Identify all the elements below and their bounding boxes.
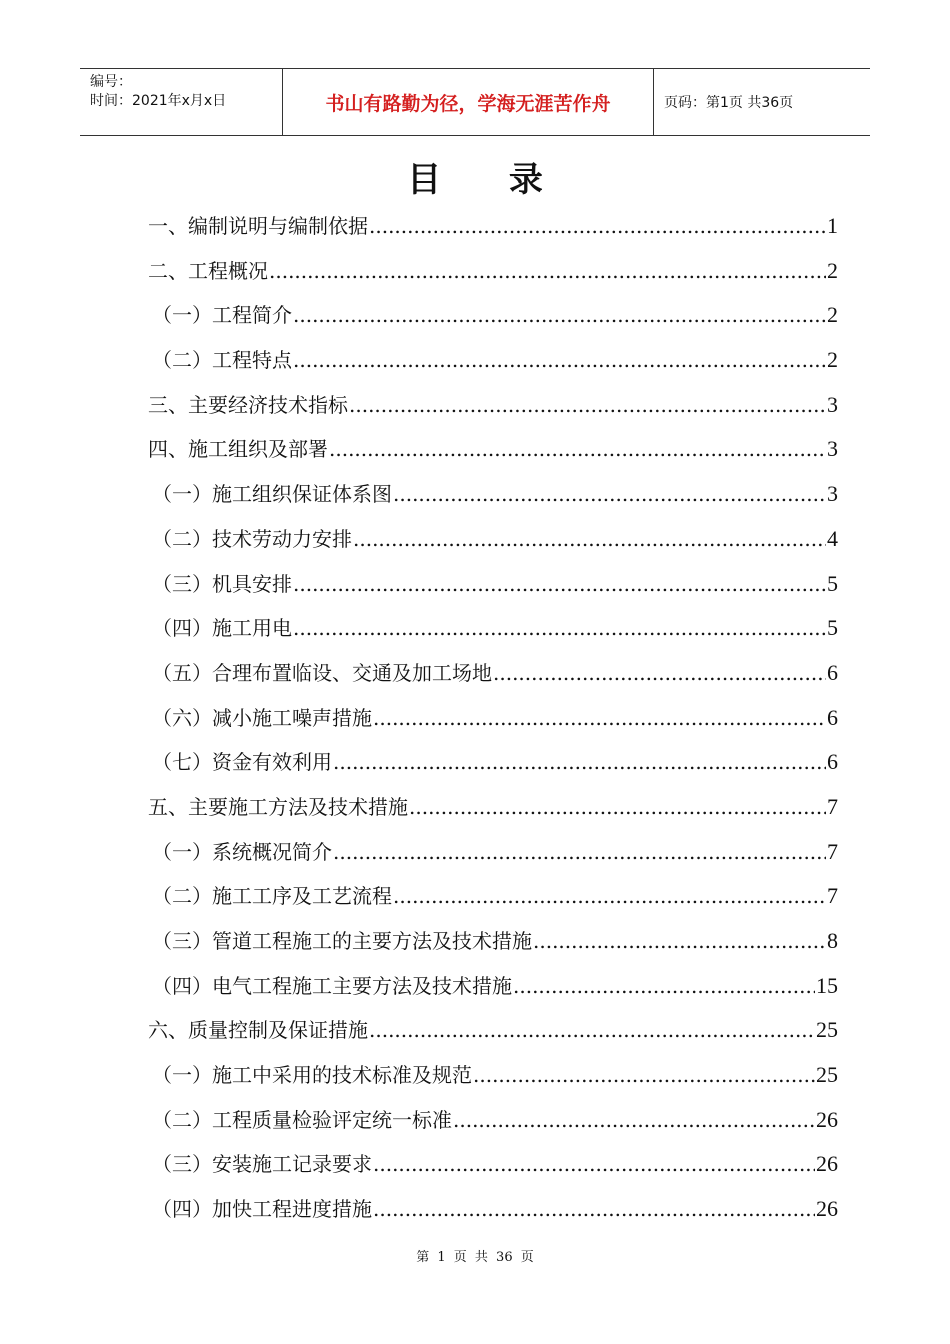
toc-entry[interactable] xyxy=(148,1142,838,1187)
toc-entry-label: 五、主要施工方法及技术措施 xyxy=(148,794,408,819)
serial-label: 编号： xyxy=(90,74,132,90)
toc-leader-dots xyxy=(513,964,815,1009)
toc-entry-page: 6 xyxy=(827,704,838,730)
toc-entry-label: （二）工程特点 xyxy=(152,348,292,373)
toc-entry-page: 25 xyxy=(816,1017,838,1043)
toc-leader-dots xyxy=(369,204,826,249)
toc-entry-label: （四）电气工程施工主要方法及技术措施 xyxy=(152,973,512,998)
toc-entry-page: 26 xyxy=(816,1151,838,1177)
toc-leader-dots xyxy=(373,1142,815,1187)
toc-entry[interactable] xyxy=(148,1008,838,1053)
toc-entry-label: （一）施工组织保证体系图 xyxy=(152,482,392,507)
toc-entry-page: 7 xyxy=(827,793,838,819)
toc-entry-page: 26 xyxy=(816,1196,838,1222)
toc-entry[interactable] xyxy=(148,383,838,428)
toc-entry-page: 25 xyxy=(816,1062,838,1088)
toc-entry-label: （六）减小施工噪声措施 xyxy=(152,705,372,730)
toc-leader-dots xyxy=(473,1053,815,1098)
toc-entry-page: 2 xyxy=(827,347,838,373)
toc-entry-label: （一）系统概况简介 xyxy=(152,839,332,864)
toc-leader-dots xyxy=(393,472,826,517)
header-page-info: 页码：第1页 共36页 xyxy=(664,95,794,111)
toc-entry-page: 26 xyxy=(816,1106,838,1132)
toc-entry-page: 5 xyxy=(827,615,838,641)
toc-entry-label: （三）机具安排 xyxy=(152,571,292,596)
toc-leader-dots xyxy=(349,383,826,428)
toc-entry[interactable] xyxy=(148,427,838,472)
toc-leader-dots xyxy=(353,517,826,562)
toc-entry[interactable] xyxy=(148,338,838,383)
toc-entry-label: （二）工程质量检验评定统一标准 xyxy=(152,1107,452,1132)
toc-entry-page: 8 xyxy=(827,928,838,953)
toc-entry[interactable] xyxy=(148,562,838,607)
toc-entry-page: 3 xyxy=(827,436,838,462)
toc-entry-page: 7 xyxy=(827,883,838,909)
toc-entry-page: 6 xyxy=(827,659,838,685)
toc-entry-page: 3 xyxy=(827,481,838,507)
toc-leader-dots xyxy=(453,1098,815,1143)
toc-entry-label: （二）技术劳动力安排 xyxy=(152,526,352,551)
toc-entry[interactable] xyxy=(148,1098,838,1143)
toc-entry-page: 15 xyxy=(816,972,838,998)
toc-entry-label: （七）资金有效利用 xyxy=(152,750,332,775)
toc-entry-page: 7 xyxy=(827,838,838,864)
page-header xyxy=(80,68,870,136)
toc-leader-dots xyxy=(293,293,826,338)
toc-entry-page: 6 xyxy=(827,749,838,775)
toc-leader-dots xyxy=(293,606,826,651)
toc-entry[interactable] xyxy=(148,1187,838,1232)
toc-entry[interactable] xyxy=(148,964,838,1009)
toc-entry-label: 二、工程概况 xyxy=(148,258,268,283)
toc-leader-dots xyxy=(393,874,826,919)
toc-entry-label: （二）施工工序及工艺流程 xyxy=(152,884,392,909)
toc-leader-dots xyxy=(333,830,826,875)
toc-entry[interactable] xyxy=(148,919,838,964)
toc-entry[interactable] xyxy=(148,204,838,249)
toc-entry-label: （三）安装施工记录要求 xyxy=(152,1152,372,1177)
toc-entry-label: （五）合理布置临设、交通及加工场地 xyxy=(152,660,492,685)
toc-entry[interactable] xyxy=(148,830,838,875)
toc-leader-dots xyxy=(493,651,826,696)
toc-entry[interactable] xyxy=(148,740,838,785)
toc-entry-page: 4 xyxy=(827,525,838,551)
toc-entry-label: （四）施工用电 xyxy=(152,616,292,641)
toc-entry-label: 一、编制说明与编制依据 xyxy=(148,214,368,238)
toc-entry[interactable] xyxy=(148,249,838,294)
toc-leader-dots xyxy=(293,562,826,607)
toc-entry[interactable] xyxy=(148,606,838,651)
toc-entry-page: 1 xyxy=(827,213,838,238)
toc-entry-label: （三）管道工程施工的主要方法及技术措施 xyxy=(152,929,532,953)
toc-entry-page: 2 xyxy=(827,302,838,328)
toc-entry-label: 三、主要经济技术指标 xyxy=(148,392,348,417)
toc-entry-label: 六、质量控制及保证措施 xyxy=(148,1018,368,1043)
toc-entry-label: 四、施工组织及部署 xyxy=(148,437,328,462)
toc-entry[interactable] xyxy=(148,472,838,517)
toc-leader-dots xyxy=(329,427,826,472)
toc-entry-page: 2 xyxy=(827,257,838,283)
toc-leader-dots xyxy=(373,696,826,741)
toc-leader-dots xyxy=(373,1187,815,1232)
toc-entry-label: （一）施工中采用的技术标准及规范 xyxy=(152,1063,472,1088)
toc-entry[interactable] xyxy=(148,1053,838,1098)
toc-leader-dots xyxy=(369,1008,815,1053)
toc-entry[interactable] xyxy=(148,874,838,919)
time-label: 时间：2021年x月x日 xyxy=(90,93,227,109)
toc-entry[interactable] xyxy=(148,696,838,741)
toc-leader-dots xyxy=(293,338,826,383)
toc-entry[interactable] xyxy=(148,517,838,562)
toc-leader-dots xyxy=(269,249,826,294)
table-of-contents xyxy=(148,204,838,1232)
toc-leader-dots xyxy=(409,785,826,830)
toc-entry-page: 3 xyxy=(827,391,838,417)
header-motto: 书山有路勤为径，学海无涯苦作舟 xyxy=(282,69,654,135)
toc-entry[interactable] xyxy=(148,293,838,338)
toc-leader-dots xyxy=(533,919,826,964)
toc-leader-dots xyxy=(333,740,826,785)
toc-entry-label: （一）工程简介 xyxy=(152,303,292,328)
page-footer: 第 1 页 共 36 页 xyxy=(416,1250,534,1265)
toc-entry[interactable] xyxy=(148,785,838,830)
page-title: 目 录 xyxy=(407,160,571,200)
toc-entry-page: 5 xyxy=(827,570,838,596)
toc-entry-label: （四）加快工程进度措施 xyxy=(152,1197,372,1222)
header-left-cell xyxy=(80,69,282,135)
toc-entry[interactable] xyxy=(148,651,838,696)
